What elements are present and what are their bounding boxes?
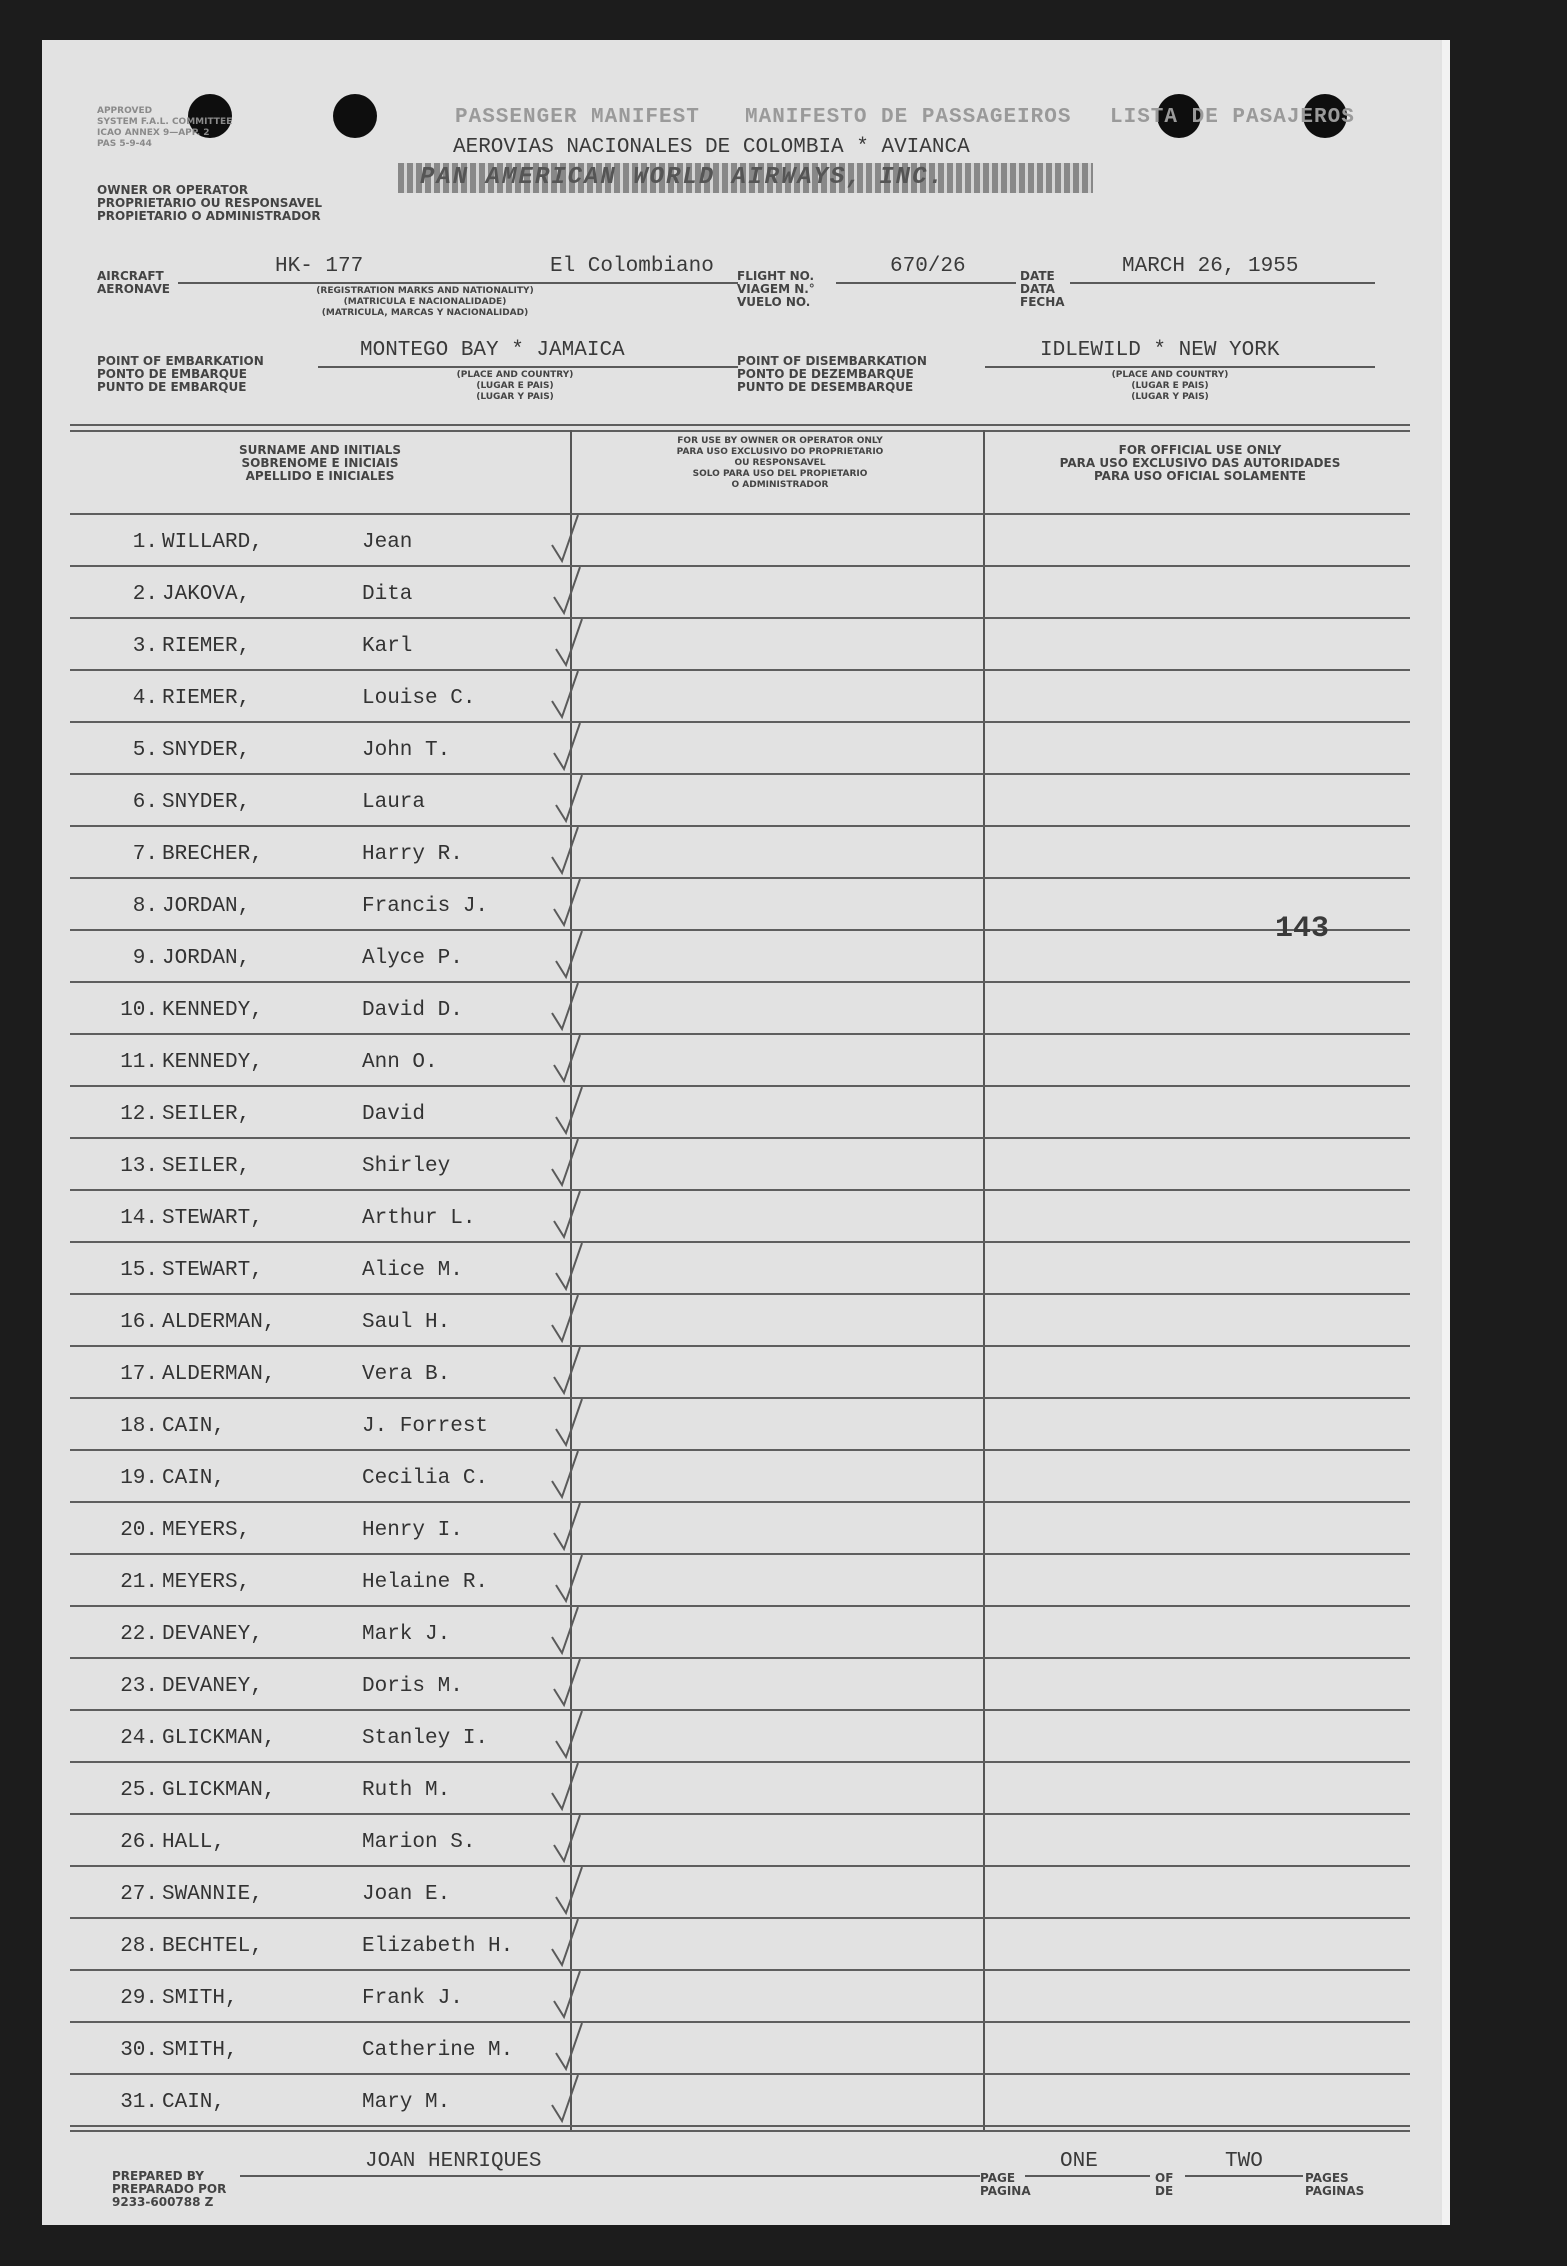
passenger-surname: SNYDER, (162, 791, 251, 814)
date-label-en: DATE (1020, 269, 1055, 283)
of-label (1155, 2172, 1173, 2198)
page-label-en: PAGE (980, 2171, 1016, 2185)
passenger-surname: JORDAN, (162, 895, 251, 918)
passenger-number: 11. (120, 1051, 158, 1074)
passenger-surname: ALDERMAN, (162, 1363, 276, 1386)
table-row (70, 515, 1410, 567)
flight-number: 670/26 (890, 255, 966, 278)
passenger-surname: SWANNIE, (162, 1883, 263, 1906)
passenger-surname: MEYERS, (162, 1519, 251, 1542)
registration-note-pt: (MATRICULA E NACIONALIDADE) (343, 297, 507, 307)
date-underline (1070, 282, 1375, 284)
official-stamp-number: 143 (1275, 912, 1330, 946)
passenger-given-names: Jean (362, 531, 413, 554)
registration-note-es: (MATRICULA, MARCAS Y NACIONALIDAD) (321, 308, 529, 318)
passenger-number: 15. (120, 1259, 158, 1282)
passenger-surname: SMITH, (162, 2039, 238, 2062)
flight-label-en: FLIGHT NO. (737, 269, 815, 283)
passenger-given-names: John T. (362, 739, 451, 762)
passenger-given-names: Shirley (362, 1155, 451, 1178)
passenger-given-names: David D. (362, 999, 463, 1022)
passenger-surname: DEVANEY, (162, 1675, 263, 1698)
approval-line: ICAO ANNEX 9—APP. 2 (97, 128, 210, 138)
passenger-given-names: Arthur L. (362, 1207, 476, 1230)
flight-underline (836, 282, 1016, 284)
date-label (1020, 270, 1065, 309)
table-row (70, 1659, 1410, 1711)
disembark-label-es: PUNTO DE DESEMBARQUE (737, 380, 914, 394)
official-header-pt: PARA USO EXCLUSIVO DAS AUTORIDADES (1059, 456, 1341, 470)
table-row (70, 931, 1410, 983)
prepared-by-label (112, 2170, 226, 2209)
date-label-pt: DATA (1020, 282, 1055, 296)
of-label-en: OF (1155, 2171, 1174, 2185)
passenger-number: 4. (132, 687, 158, 710)
place-note-es: (LUGAR Y PAIS) (1131, 392, 1209, 402)
passenger-number: 31. (120, 2091, 158, 2114)
official-use-column-header (1000, 444, 1400, 483)
passenger-surname: WILLARD, (162, 531, 263, 554)
passenger-given-names: Laura (362, 791, 426, 814)
passenger-surname: GLICKMAN, (162, 1779, 276, 1802)
table-row (70, 1815, 1410, 1867)
passenger-number: 13. (120, 1155, 158, 1178)
owner-use-line: SOLO PARA USO DEL PROPIETARIO (692, 469, 868, 479)
aircraft-name: El Colombiano (550, 255, 714, 278)
names-header-es: APELLIDO E INICIALES (245, 469, 395, 483)
embark-label-en: POINT OF EMBARKATION (97, 354, 264, 368)
punch-hole (333, 94, 377, 138)
disembark-label-pt: PONTO DE DEZEMBARQUE (737, 367, 914, 381)
names-header-pt: SOBRENOME E INICIAIS (241, 456, 399, 470)
registration-note-en: (REGISTRATION MARKS AND NATIONALITY) (316, 286, 534, 296)
operator-typed: AEROVIAS NACIONALES DE COLOMBIA * AVIANCA (453, 136, 970, 159)
passenger-surname: SNYDER, (162, 739, 251, 762)
embark-label (97, 355, 264, 394)
page-number: ONE (1060, 2150, 1098, 2173)
disembark-label (737, 355, 927, 394)
passenger-given-names: Marion S. (362, 1831, 476, 1854)
page-label-pt: PAGINA (980, 2184, 1031, 2198)
passenger-given-names: Karl (362, 635, 413, 658)
place-note-es: (LUGAR Y PAIS) (476, 392, 554, 402)
passenger-number: 17. (120, 1363, 158, 1386)
passenger-number: 24. (120, 1727, 158, 1750)
table-row (70, 1087, 1410, 1139)
owner-label (97, 184, 322, 223)
place-note-pt: (LUGAR E PAIS) (1131, 381, 1209, 391)
disembark-label-en: POINT OF DISEMBARKATION (737, 354, 927, 368)
passenger-surname: JORDAN, (162, 947, 251, 970)
passenger-surname: GLICKMAN, (162, 1727, 276, 1750)
embark-underline (318, 366, 738, 368)
owner-use-line: PARA USO EXCLUSIVO DO PROPRIETARIO (676, 447, 884, 457)
passenger-number: 20. (120, 1519, 158, 1542)
passenger-number: 28. (120, 1935, 158, 1958)
flight-label-es: VUELO NO. (737, 295, 811, 309)
table-row (70, 723, 1410, 775)
passenger-number: 5. (132, 739, 158, 762)
passenger-surname: MEYERS, (162, 1571, 251, 1594)
table-row (70, 2023, 1410, 2075)
operator-printed: PAN AMERICAN WORLD AIRWAYS, INC. (420, 164, 945, 191)
owner-use-line: OU RESPONSAVEL (734, 458, 826, 468)
passenger-surname: CAIN, (162, 2091, 226, 2114)
passenger-surname: SEILER, (162, 1155, 251, 1178)
flight-label-pt: VIAGEM N.° (737, 282, 815, 296)
passenger-surname: HALL, (162, 1831, 226, 1854)
page-label (980, 2172, 1031, 2198)
table-top-rule (70, 424, 1410, 426)
aircraft-underline (178, 282, 738, 284)
passenger-number: 8. (132, 895, 158, 918)
passenger-number: 14. (120, 1207, 158, 1230)
flight-label (737, 270, 815, 309)
passenger-number: 21. (120, 1571, 158, 1594)
embark-label-pt: PONTO DE EMBARQUE (97, 367, 247, 381)
passenger-surname: DEVANEY, (162, 1623, 263, 1646)
official-header-en: FOR OFFICIAL USE ONLY (1118, 443, 1282, 457)
prepared-underline (240, 2175, 980, 2177)
passenger-given-names: Ann O. (362, 1051, 438, 1074)
passenger-given-names: Alyce P. (362, 947, 463, 970)
passenger-surname: JAKOVA, (162, 583, 251, 606)
page-underline (1025, 2175, 1150, 2177)
place-note-en: (PLACE AND COUNTRY) (1111, 370, 1229, 380)
disembark-place-note (1075, 370, 1265, 403)
table-row (70, 775, 1410, 827)
disembark-place: IDLEWILD * NEW YORK (1040, 339, 1280, 362)
pages-label-en: PAGES (1305, 2171, 1349, 2185)
passenger-given-names: Mary M. (362, 2091, 451, 2114)
table-row (70, 1399, 1410, 1451)
passenger-surname: STEWART, (162, 1207, 263, 1230)
prepared-by-name: JOAN HENRIQUES (365, 2150, 542, 2173)
table-row (70, 1451, 1410, 1503)
passenger-given-names: Joan E. (362, 1883, 451, 1906)
table-row (70, 879, 1410, 931)
passenger-surname: KENNEDY, (162, 999, 263, 1022)
passenger-surname: RIEMER, (162, 635, 251, 658)
passenger-number: 27. (120, 1883, 158, 1906)
title-es: LISTA DE PASAJEROS (1110, 106, 1355, 129)
passenger-number: 1. (132, 531, 158, 554)
aircraft-label-pt: AERONAVE (97, 282, 170, 296)
passenger-given-names: Dita (362, 583, 413, 606)
passenger-number: 7. (132, 843, 158, 866)
table-row (70, 1243, 1410, 1295)
flight-date: MARCH 26, 1955 (1122, 255, 1299, 278)
passenger-surname: SEILER, (162, 1103, 251, 1126)
passenger-surname: KENNEDY, (162, 1051, 263, 1074)
passenger-surname: BECHTEL, (162, 1935, 263, 1958)
passenger-number: 9. (132, 947, 158, 970)
embark-place: MONTEGO BAY * JAMAICA (360, 339, 625, 362)
table-row (70, 1711, 1410, 1763)
passenger-given-names: Doris M. (362, 1675, 463, 1698)
passenger-number: 29. (120, 1987, 158, 2010)
disembark-underline (985, 366, 1375, 368)
passenger-given-names: Elizabeth H. (362, 1935, 514, 1958)
passenger-number: 10. (120, 999, 158, 1022)
table-top-rule (70, 430, 1410, 432)
passenger-number: 3. (132, 635, 158, 658)
approval-line: SYSTEM F.A.L. COMMITTEE (97, 117, 233, 127)
prepared-label-pt: PREPARADO POR (112, 2182, 227, 2196)
table-row (70, 1191, 1410, 1243)
passenger-surname: CAIN, (162, 1415, 226, 1438)
table-bottom-rule (70, 2130, 1410, 2132)
passenger-given-names: Harry R. (362, 843, 463, 866)
owner-label-en: OWNER OR OPERATOR (97, 183, 249, 197)
passenger-surname: STEWART, (162, 1259, 263, 1282)
passenger-number: 2. (132, 583, 158, 606)
table-row (70, 1139, 1410, 1191)
table-row (70, 1035, 1410, 1087)
passenger-surname: RIEMER, (162, 687, 251, 710)
passenger-number: 26. (120, 1831, 158, 1854)
table-row (70, 1971, 1410, 2023)
passenger-given-names: Francis J. (362, 895, 489, 918)
passenger-number: 18. (120, 1415, 158, 1438)
table-row (70, 1607, 1410, 1659)
table-row (70, 1347, 1410, 1399)
table-row (70, 671, 1410, 723)
official-header-es: PARA USO OFICIAL SOLAMENTE (1093, 469, 1307, 483)
table-row (70, 1503, 1410, 1555)
passenger-given-names: Vera B. (362, 1363, 451, 1386)
owner-use-column-header (610, 436, 950, 491)
embark-label-es: PUNTO DE EMBARQUE (97, 380, 247, 394)
title-en: PASSENGER MANIFEST (455, 106, 700, 129)
pages-label (1305, 2172, 1364, 2198)
passenger-number: 23. (120, 1675, 158, 1698)
table-row (70, 567, 1410, 619)
passenger-number: 6. (132, 791, 158, 814)
passenger-number: 12. (120, 1103, 158, 1126)
row-rule (70, 2125, 1410, 2127)
passenger-given-names: Louise C. (362, 687, 476, 710)
approval-block (97, 106, 232, 150)
passenger-surname: BRECHER, (162, 843, 263, 866)
table-row (70, 1295, 1410, 1347)
place-note-en: (PLACE AND COUNTRY) (456, 370, 574, 380)
passenger-given-names: Cecilia C. (362, 1467, 489, 1490)
names-header-en: SURNAME AND INITIALS (239, 443, 401, 457)
prepared-label-en: PREPARED BY (112, 2169, 204, 2183)
table-row (70, 1867, 1410, 1919)
passenger-given-names: Stanley I. (362, 1727, 489, 1750)
form-number: 9233-600788 Z (112, 2195, 214, 2209)
passenger-surname: CAIN, (162, 1467, 226, 1490)
passenger-number: 19. (120, 1467, 158, 1490)
pages-total: TWO (1225, 2150, 1263, 2173)
passenger-given-names: Catherine M. (362, 2039, 514, 2062)
passenger-number: 16. (120, 1311, 158, 1334)
passenger-number: 25. (120, 1779, 158, 1802)
approval-line: PAS 5-9-44 (97, 139, 152, 149)
aircraft-registration: HK- 177 (275, 255, 364, 278)
passenger-surname: ALDERMAN, (162, 1311, 276, 1334)
aircraft-label-en: AIRCRAFT (97, 269, 164, 283)
passenger-given-names: J. Forrest (362, 1415, 489, 1438)
owner-label-pt: PROPRIETARIO OU RESPONSAVEL (97, 196, 323, 210)
aircraft-label (97, 270, 170, 296)
passenger-number: 22. (120, 1623, 158, 1646)
passenger-given-names: Helaine R. (362, 1571, 489, 1594)
embark-place-note (420, 370, 610, 403)
owner-use-line: FOR USE BY OWNER OR OPERATOR ONLY (677, 436, 883, 446)
passenger-given-names: Frank J. (362, 1987, 463, 2010)
table-row (70, 983, 1410, 1035)
passenger-surname: SMITH, (162, 1987, 238, 2010)
names-column-header (150, 444, 490, 483)
table-row (70, 619, 1410, 671)
place-note-pt: (LUGAR E PAIS) (476, 381, 554, 391)
table-row (70, 2075, 1410, 2127)
date-label-es: FECHA (1020, 295, 1065, 309)
table-row (70, 827, 1410, 879)
passenger-given-names: Mark J. (362, 1623, 451, 1646)
table-row (70, 1763, 1410, 1815)
owner-label-es: PROPIETARIO O ADMINISTRADOR (97, 209, 321, 223)
table-row (70, 1919, 1410, 1971)
approval-line: APPROVED (97, 106, 153, 116)
owner-use-line: O ADMINISTRADOR (731, 480, 829, 490)
passenger-given-names: Henry I. (362, 1519, 463, 1542)
table-row (70, 1555, 1410, 1607)
pages-total-underline (1185, 2175, 1303, 2177)
passenger-number: 30. (120, 2039, 158, 2062)
registration-note (290, 286, 560, 319)
pages-label-pt: PAGINAS (1305, 2184, 1365, 2198)
passenger-given-names: Alice M. (362, 1259, 463, 1282)
of-label-pt: DE (1155, 2184, 1174, 2198)
title-pt: MANIFESTO DE PASSAGEIROS (745, 106, 1072, 129)
passenger-given-names: David (362, 1103, 426, 1126)
passenger-given-names: Ruth M. (362, 1779, 451, 1802)
passenger-given-names: Saul H. (362, 1311, 451, 1334)
